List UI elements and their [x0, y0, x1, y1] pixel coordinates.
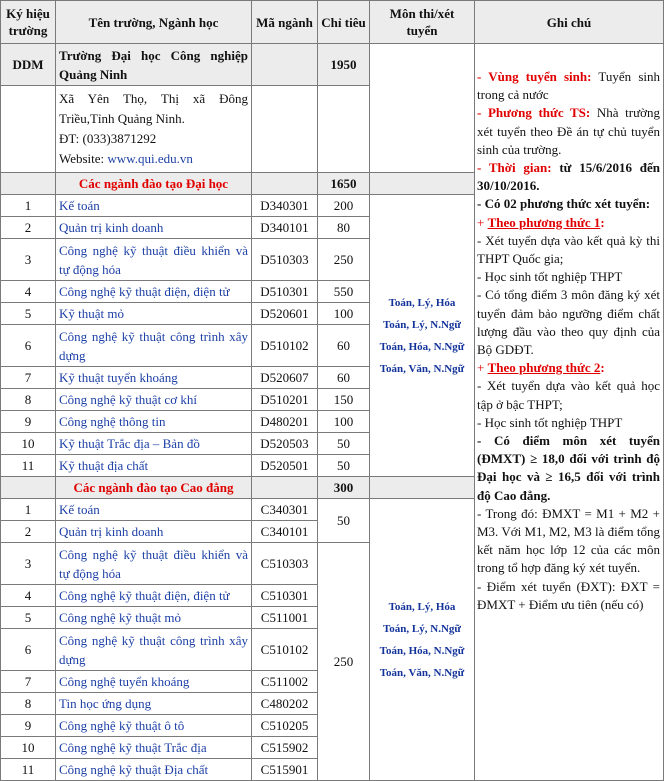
row-number: 7 [1, 367, 56, 389]
major-quota: 250 [318, 239, 370, 281]
subject-combo: Toán, Lý, N.Ngữ [382, 622, 462, 635]
notes-two-methods: - Có 02 phương thức xét tuyển: [477, 196, 651, 212]
major-quota: 60 [318, 325, 370, 367]
notes-method1-line: - Học sinh tốt nghiệp THPT [477, 269, 623, 285]
major-name: Công nghệ kỹ thuật điều khiển và tự động hóa [56, 543, 252, 585]
major-name: Quản trị kinh doanh [56, 217, 252, 239]
empty-cell [1, 173, 56, 195]
major-code: D520503 [252, 433, 318, 455]
major-code: D480201 [252, 411, 318, 433]
major-quota: 80 [318, 217, 370, 239]
major-name: Công nghệ kỹ thuật Trắc địa [56, 737, 252, 759]
row-number: 1 [1, 499, 56, 521]
website-link[interactable]: www.qui.edu.vn [107, 151, 193, 166]
empty-cell [370, 477, 475, 499]
major-quota: 100 [318, 411, 370, 433]
major-quota: 50 [318, 499, 370, 543]
row-number: 2 [1, 521, 56, 543]
row-number: 3 [1, 543, 56, 585]
header-subjects: Môn thi/xét tuyển [370, 1, 475, 44]
major-name: Công nghệ thông tin [56, 411, 252, 433]
notes-method2-title: + Theo phương thức 2: [477, 360, 605, 376]
header-quota: Chỉ tiêu [318, 1, 370, 44]
subject-combinations-university [370, 195, 475, 477]
major-name: Kế toán [56, 499, 252, 521]
section-title-university: Các ngành đào tạo Đại học [56, 173, 252, 195]
major-code: C511001 [252, 607, 318, 629]
header-major-code: Mã ngành [252, 1, 318, 44]
major-name: Công nghệ kỹ thuật điện, điện tử [56, 585, 252, 607]
row-number: 11 [1, 759, 56, 781]
row-number: 5 [1, 303, 56, 325]
major-code: D340301 [252, 195, 318, 217]
major-code: C515902 [252, 737, 318, 759]
major-name: Công nghệ kỹ thuật mỏ [56, 607, 252, 629]
empty-cell [1, 477, 56, 499]
empty-cell [370, 173, 475, 195]
major-name: Công nghệ kỹ thuật cơ khí [56, 389, 252, 411]
major-name: Công nghệ kỹ thuật điện, điện tử [56, 281, 252, 303]
major-name: Kỹ thuật địa chất [56, 455, 252, 477]
major-code: D510201 [252, 389, 318, 411]
notes-method1-line: - Xét tuyển dựa vào kết quả kỳ thi THPT Quốc gia; [477, 232, 660, 267]
major-quota: 50 [318, 433, 370, 455]
major-code: D510303 [252, 239, 318, 281]
major-code: C340301 [252, 499, 318, 521]
school-website: Website: www.qui.edu.vn [59, 151, 193, 166]
major-code: C515901 [252, 759, 318, 781]
major-code: D520501 [252, 455, 318, 477]
major-code: D520601 [252, 303, 318, 325]
major-quota: 250 [318, 543, 370, 781]
empty-cell [252, 86, 318, 173]
major-code: C510301 [252, 585, 318, 607]
school-code: DDM [1, 44, 56, 86]
major-code: C510205 [252, 715, 318, 737]
notes-method1-title: + Theo phương thức 1: [477, 214, 605, 230]
major-quota: 200 [318, 195, 370, 217]
subject-combo: Toán, Lý, Hóa [388, 600, 456, 613]
subject-combinations-college [370, 499, 475, 781]
subject-combo: Toán, Lý, N.Ngữ [382, 318, 462, 331]
row-number: 7 [1, 671, 56, 693]
empty-cell [318, 86, 370, 173]
empty-cell [252, 44, 318, 86]
school-phone: ĐT: (033)3871292 [59, 131, 157, 146]
row-number: 2 [1, 217, 56, 239]
header-school-name: Tên trường, Ngành học [56, 1, 252, 44]
row-number: 8 [1, 389, 56, 411]
row-number: 5 [1, 607, 56, 629]
major-code: C510102 [252, 629, 318, 671]
major-name: Công nghệ kỹ thuật Địa chất [56, 759, 252, 781]
school-name: Trường Đại học Công nghiệp Quảng Ninh [56, 44, 252, 86]
major-code: D340101 [252, 217, 318, 239]
major-name: Công nghệ kỹ thuật công trình xây dựng [56, 325, 252, 367]
section-title-college: Các ngành đào tạo Cao đẳng [56, 477, 252, 499]
row-number: 3 [1, 239, 56, 281]
row-number: 6 [1, 629, 56, 671]
major-code: D510102 [252, 325, 318, 367]
row-number: 4 [1, 281, 56, 303]
row-number: 11 [1, 455, 56, 477]
section-quota-university: 1650 [318, 173, 370, 195]
notes-method2-line: - Trong đó: ĐMXT = M1 + M2 + M3. Với M1, M2, M3 là điểm tổng kết năm học lớp 12 của các môn trong tổ hợp đăng ký xét tuyển. [477, 505, 660, 576]
major-name: Kỹ thuật tuyển khoáng [56, 367, 252, 389]
major-name: Công nghệ kỹ thuật công trình xây dựng [56, 629, 252, 671]
major-name: Công nghệ tuyển khoáng [56, 671, 252, 693]
subject-combo: Toán, Hóa, N.Ngữ [379, 340, 465, 353]
row-number: 9 [1, 715, 56, 737]
major-name: Công nghệ kỹ thuật ô tô [56, 715, 252, 737]
major-name: Quản trị kinh doanh [56, 521, 252, 543]
empty-cell [370, 44, 475, 173]
row-number: 10 [1, 737, 56, 759]
major-name: Tin học ứng dụng [56, 693, 252, 715]
subject-combo: Toán, Lý, Hóa [388, 296, 456, 309]
major-name: Kỹ thuật Trắc địa – Bản đồ [56, 433, 252, 455]
major-code: D520607 [252, 367, 318, 389]
subject-combo: Toán, Văn, N.Ngữ [379, 666, 465, 679]
row-number: 1 [1, 195, 56, 217]
notes-time: - Thời gian: từ 15/6/2016 đến 30/10/2016. [477, 160, 660, 194]
row-number: 10 [1, 433, 56, 455]
school-row [1, 44, 664, 86]
empty-cell [252, 477, 318, 499]
major-code: C480202 [252, 693, 318, 715]
major-name: Kế toán [56, 195, 252, 217]
notes-method2-line: - Xét tuyển dựa vào kết quả học tập ở bậc THPT; [477, 378, 660, 412]
empty-cell [252, 173, 318, 195]
major-code: D510301 [252, 281, 318, 303]
major-code: C511002 [252, 671, 318, 693]
header-row [1, 1, 664, 44]
notes-method2-line: - Điểm xét tuyển (ĐXT): ĐXT = ĐMXT + Điểm ưu tiên (nếu có) [477, 578, 660, 612]
header-notes: Ghi chú [475, 1, 664, 44]
notes-cell [475, 44, 664, 781]
section-quota-college: 300 [318, 477, 370, 499]
notes-method2-line: - Học sinh tốt nghiệp THPT [477, 414, 623, 430]
notes-score-threshold: - Có điểm môn xét tuyển (ĐMXT) ≥ 18,0 đối với trình độ Đại học và ≥ 16,5 đối với trình độ Cao đẳng. [477, 433, 660, 503]
subject-combo: Toán, Văn, N.Ngữ [379, 362, 465, 375]
major-quota: 550 [318, 281, 370, 303]
school-address: Xã Yên Thọ, Thị xã Đông Triều,Tỉnh Quảng Ninh. [59, 91, 248, 126]
major-code: C340101 [252, 521, 318, 543]
row-number: 8 [1, 693, 56, 715]
major-quota: 150 [318, 389, 370, 411]
row-number: 6 [1, 325, 56, 367]
major-name: Kỹ thuật mỏ [56, 303, 252, 325]
school-contact [56, 86, 252, 173]
major-quota: 100 [318, 303, 370, 325]
major-name: Công nghệ kỹ thuật điều khiển và tự động hóa [56, 239, 252, 281]
row-number: 4 [1, 585, 56, 607]
subject-combo: Toán, Hóa, N.Ngữ [379, 644, 465, 657]
header-school-code: Ký hiệu trường [1, 1, 56, 44]
row-number: 9 [1, 411, 56, 433]
notes-method1-line: - Có tổng điểm 3 môn đăng ký xét tuyển đảm bảo ngưỡng điểm chất lượng đầu vào theo quy định của Bộ GDĐT. [477, 287, 660, 358]
major-quota: 50 [318, 455, 370, 477]
notes-region: - Vùng tuyển sinh: Tuyển sinh trong cả nước [477, 69, 660, 103]
major-quota: 60 [318, 367, 370, 389]
school-quota: 1950 [318, 44, 370, 86]
major-code: C510303 [252, 543, 318, 585]
notes-method: - Phương thức TS: Nhà trường xét tuyển theo Đề án tự chủ tuyển sinh của trường. [477, 105, 660, 157]
empty-cell [1, 86, 56, 173]
